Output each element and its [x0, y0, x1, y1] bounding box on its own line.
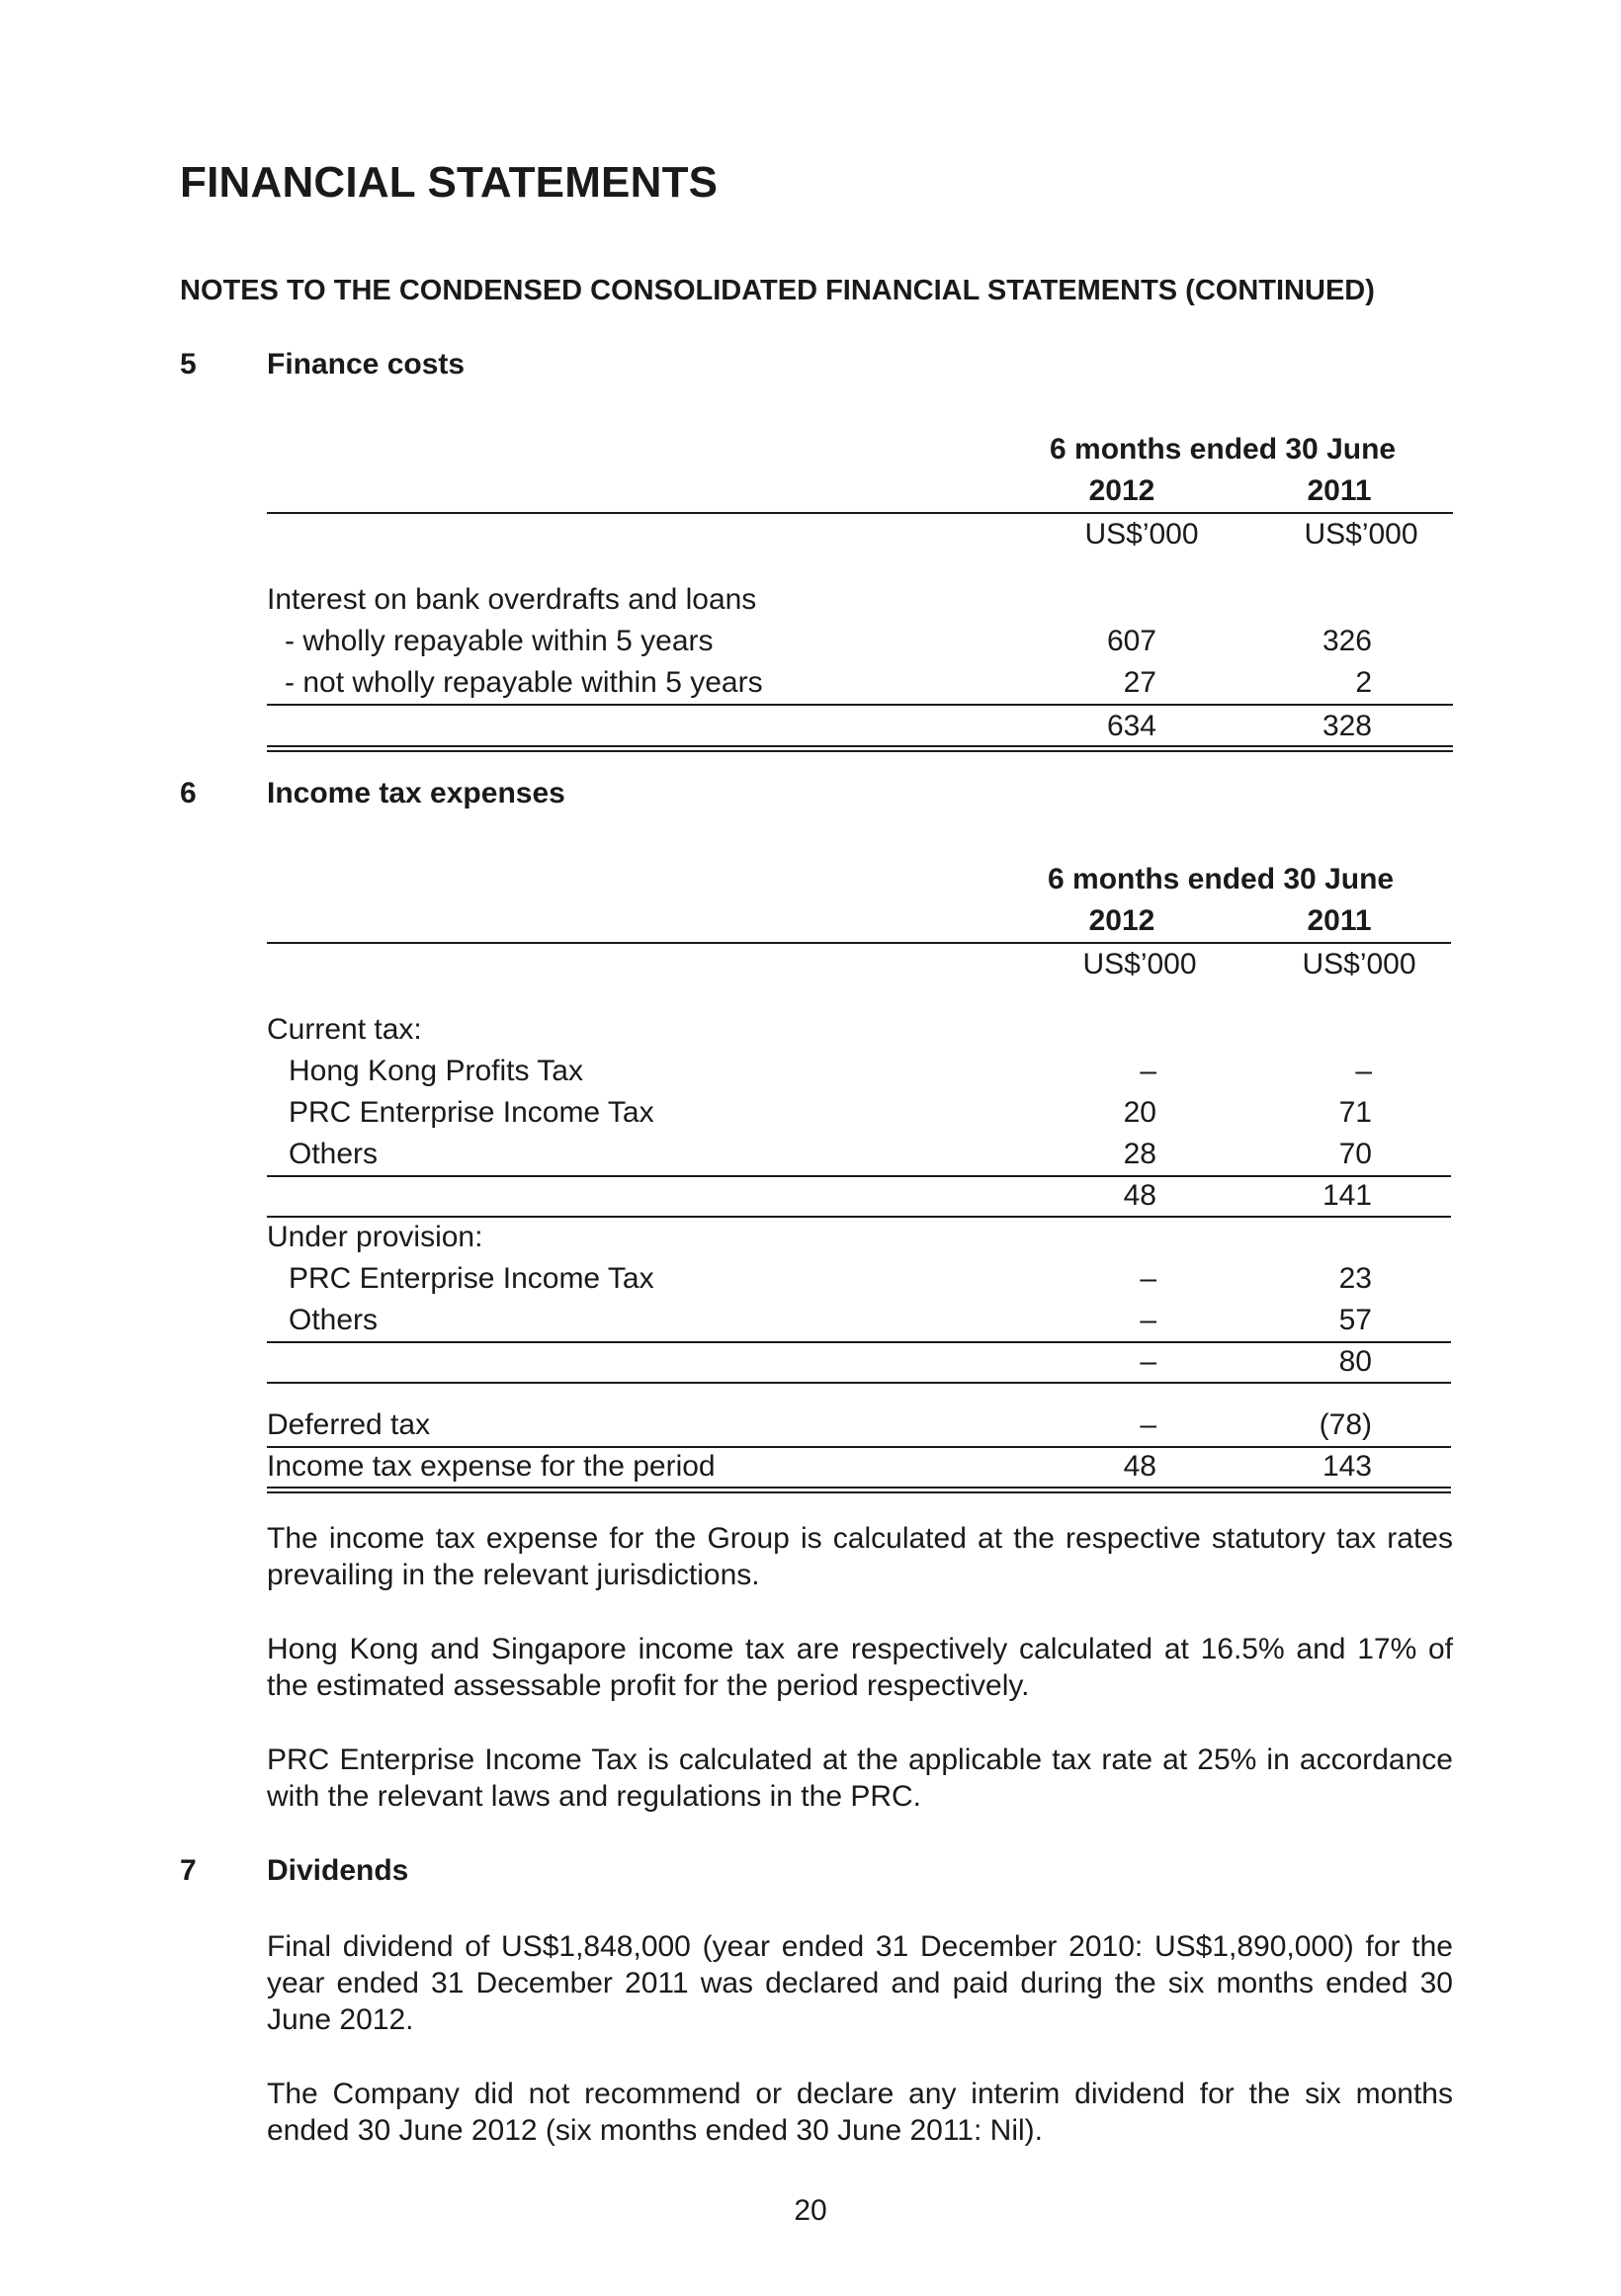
- row-label: - not wholly repayable within 5 years: [285, 666, 763, 699]
- value-2012: –: [1140, 1055, 1156, 1087]
- row-label: Hong Kong Profits Tax: [289, 1055, 583, 1087]
- table-row: [267, 1221, 1453, 1262]
- group-heading: Under provision:: [267, 1221, 483, 1253]
- row-label: Deferred tax: [267, 1408, 431, 1441]
- value-2012: –: [1140, 1408, 1156, 1441]
- value-2012: 28: [1123, 1138, 1156, 1170]
- section-title: Finance costs: [267, 348, 466, 381]
- row-label: PRC Enterprise Income Tax: [289, 1262, 654, 1295]
- table-row: [267, 1408, 1453, 1450]
- value-2012: –: [1140, 1304, 1156, 1336]
- value-2012: 20: [1123, 1096, 1156, 1129]
- paragraph: The Company did not recommend or declare any interim dividend for the six months ended 30 June 2012 (six months ended 30 June 2011: Nil).: [267, 2078, 1453, 2147]
- row-label: Others: [289, 1304, 379, 1336]
- page-title: FINANCIAL STATEMENTS: [180, 158, 719, 207]
- table-rule: [267, 1446, 1451, 1448]
- period-header: 6 months ended 30 June: [1048, 863, 1395, 895]
- value-2011: –: [1355, 1055, 1372, 1087]
- value-2011: 57: [1338, 1304, 1372, 1336]
- table-row: [267, 1262, 1453, 1304]
- table-row: [267, 1013, 1453, 1055]
- value-2012: 27: [1123, 666, 1156, 699]
- group-heading: Current tax:: [267, 1013, 422, 1046]
- year-header: 2012: [1088, 904, 1155, 937]
- table-rule: [267, 1216, 1451, 1218]
- total-2012: 48: [1123, 1450, 1156, 1483]
- table-rule: [267, 1175, 1451, 1177]
- table-rule: [267, 942, 1451, 944]
- paragraph: Final dividend of US$1,848,000 (year ended 31 December 2010: US$1,890,000) for the year ended 31 December 2011 was declared and paid during the six months ended 30 June 2012.: [267, 1930, 1453, 2036]
- row-label: - wholly repayable within 5 years: [285, 625, 714, 657]
- total-2012: 634: [1106, 710, 1156, 742]
- period-header: 6 months ended 30 June: [1050, 433, 1397, 466]
- table-row: [267, 666, 1453, 708]
- unit-header: US$’000: [1304, 518, 1418, 551]
- section-title: Dividends: [267, 1854, 409, 1887]
- paragraph: The income tax expense for the Group is calculated at the respective statutory tax rates prevailing in the relevant jurisdictions.: [267, 1522, 1453, 1591]
- total-row: [267, 1450, 1453, 1491]
- paragraph: Hong Kong and Singapore income tax are respectively calculated at 16.5% and 17% of the estimated assessable profit for the period respectively.: [267, 1633, 1453, 1702]
- unit-header: US$’000: [1302, 948, 1416, 980]
- double-rule: [267, 745, 1453, 747]
- subtotal-row: [267, 1345, 1453, 1387]
- double-rule: [267, 1491, 1451, 1493]
- value-2011: 326: [1322, 625, 1372, 657]
- table-rule: [267, 1341, 1451, 1343]
- subtotal-2011: 141: [1322, 1179, 1372, 1212]
- table-row: [267, 1304, 1453, 1345]
- table-row: [267, 1096, 1453, 1138]
- paragraph: PRC Enterprise Income Tax is calculated at the applicable tax rate at 25% in accordance with the relevant laws and regulations in the PRC.: [267, 1743, 1453, 1813]
- section-number: 6: [180, 777, 197, 809]
- row-label: Interest on bank overdrafts and loans: [267, 583, 757, 616]
- value-2011: 70: [1338, 1138, 1372, 1170]
- table-row: [267, 583, 1453, 625]
- value-2012: 607: [1106, 625, 1156, 657]
- subtotal-row: [267, 1179, 1453, 1221]
- row-label: Others: [289, 1138, 379, 1170]
- unit-header: US$’000: [1082, 948, 1197, 980]
- table-rule: [267, 1382, 1451, 1384]
- page-subtitle: NOTES TO THE CONDENSED CONSOLIDATED FINANCIAL STATEMENTS (CONTINUED): [180, 275, 1375, 306]
- subtotal-2012: 48: [1123, 1179, 1156, 1212]
- year-header: 2012: [1088, 474, 1155, 507]
- total-2011: 328: [1322, 710, 1372, 742]
- page-number: 20: [794, 2194, 827, 2227]
- value-2011: 23: [1338, 1262, 1372, 1295]
- table-row: [267, 1138, 1453, 1179]
- total-2011: 143: [1322, 1450, 1372, 1483]
- row-label: Income tax expense for the period: [267, 1450, 716, 1483]
- table-row: [267, 625, 1453, 666]
- value-2012: –: [1140, 1262, 1156, 1295]
- table-rule: [267, 512, 1453, 514]
- table-rule: [267, 704, 1453, 706]
- value-2011: 2: [1355, 666, 1372, 699]
- section-title: Income tax expenses: [267, 777, 565, 809]
- value-2011: 71: [1338, 1096, 1372, 1129]
- double-rule: [267, 750, 1453, 752]
- value-2011: (78): [1319, 1408, 1372, 1441]
- subtotal-2012: –: [1140, 1345, 1156, 1378]
- unit-header: US$’000: [1084, 518, 1199, 551]
- year-header: 2011: [1307, 474, 1372, 507]
- subtotal-2011: 80: [1338, 1345, 1372, 1378]
- section-number: 5: [180, 348, 197, 381]
- year-header: 2011: [1307, 904, 1372, 937]
- table-row: [267, 1055, 1453, 1096]
- section-number: 7: [180, 1854, 197, 1887]
- double-rule: [267, 1487, 1451, 1488]
- row-label: PRC Enterprise Income Tax: [289, 1096, 654, 1129]
